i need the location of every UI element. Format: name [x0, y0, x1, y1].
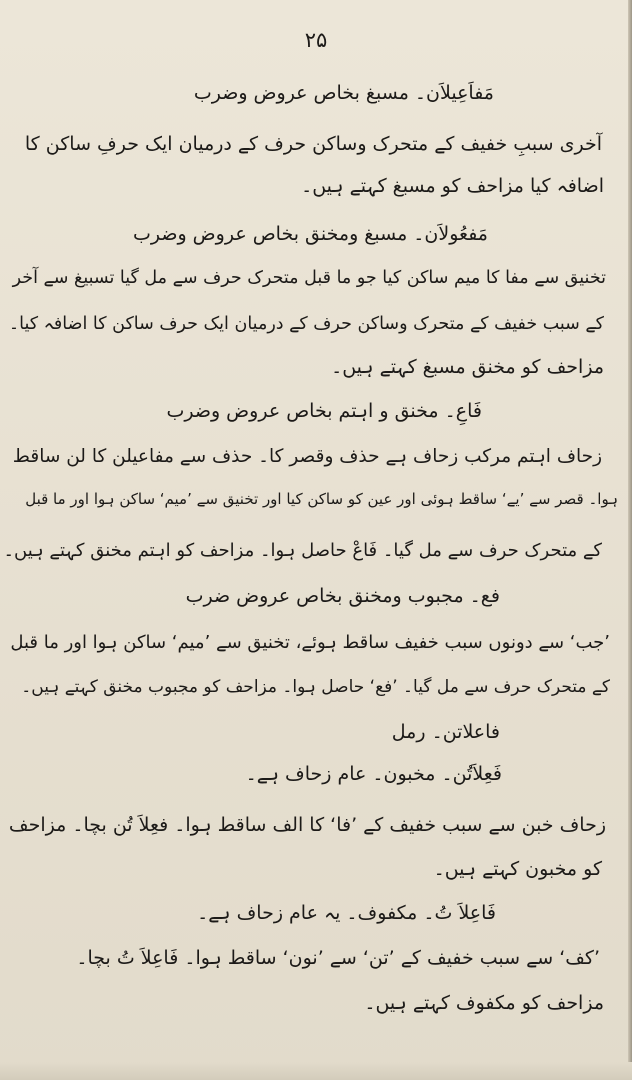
text-line: ’کف‘ سے سبب خفیف کے ’تن‘ سے ’نون‘ ساقط ہوا۔ فَاعِلاَ تُ بچا۔: [76, 947, 600, 969]
text-line: آخری سببِ خفیف کے متحرک وساکن حرف کے درمیان ایک حرفِ ساکن کا: [24, 133, 602, 155]
page-number: ۲۵: [304, 28, 328, 52]
text-line: مزاحف کو مخنق مسبغ کہتے ہیں۔: [331, 356, 604, 378]
text-line: کو مخبون کہتے ہیں۔: [433, 858, 602, 880]
text-line: اضافہ کیا مزاحف کو مسبغ کہتے ہیں۔: [301, 175, 604, 197]
page-bottom-margin: [0, 1062, 632, 1080]
text-line: فَاعِلاَ تُ۔ مکفوف۔ یہ عام زحاف ہے۔: [197, 902, 496, 924]
text-line: فَعِلاَتُن۔ مخبون۔ عام زحاف ہے۔: [245, 763, 502, 785]
text-line: کے متحرک حرف سے مل گیا۔ فَاعْ حاصل ہوا۔ مزاحف کو اہتم مخنق کہتے ہیں۔: [3, 540, 602, 561]
heading-mafailan: مَفاَعِیلاَن۔ مسبغ بخاص عروض وضرب: [193, 82, 494, 104]
text-line: تخنیق سے مفا کا میم ساکن کیا جو ما قبل متحرک حرف سے مل گیا تسبیغ سے آخر: [12, 268, 606, 288]
page-edge-shadow: [628, 0, 632, 1080]
heading-fa: فع۔ مجبوب ومخنق بخاص عروض ضرب: [185, 585, 500, 607]
text-line: کے سبب خفیف کے متحرک وساکن حرف کے درمیان ایک حرف ساکن کا اضافہ کیا۔: [8, 314, 604, 334]
text-line: ہوا۔ قصر سے ’یے‘ ساقط ہوئی اور عین کو ساکن کیا اور تخنیق سے ’میم‘ ساکن ہوا اور ما قبل: [25, 490, 618, 508]
heading-faa: فَاعِ۔ مخنق و اہتم بخاص عروض وضرب: [166, 400, 482, 422]
text-line: ’جب‘ سے دونوں سبب خفیف ساقط ہوئے، تخنیق سے ’میم‘ ساکن ہوا اور ما قبل: [10, 632, 610, 653]
text-line: زحاف اہتم مرکب زحاف ہے حذف وقصر کا۔ حذف سے مفاعیلن کا لن ساقط: [12, 446, 602, 467]
text-line: کے متحرک حرف سے مل گیا۔ ’فع‘ حاصل ہوا۔ مزاحف کو مجبوب مخنق کہتے ہیں۔: [21, 677, 610, 697]
heading-mafoolan: مَفعُولاَن۔ مسبغ ومخنق بخاص عروض وضرب: [132, 223, 488, 245]
text-line: زحاف خبن سے سبب خفیف کے ’فا‘ کا الف ساقط ہوا۔ فعِلاَ تُن بچا۔ مزاحف: [8, 814, 606, 836]
text-line: مزاحف کو مکفوف کہتے ہیں۔: [364, 992, 604, 1014]
heading-failatun: فاعلاتن۔ رمل: [391, 721, 500, 743]
